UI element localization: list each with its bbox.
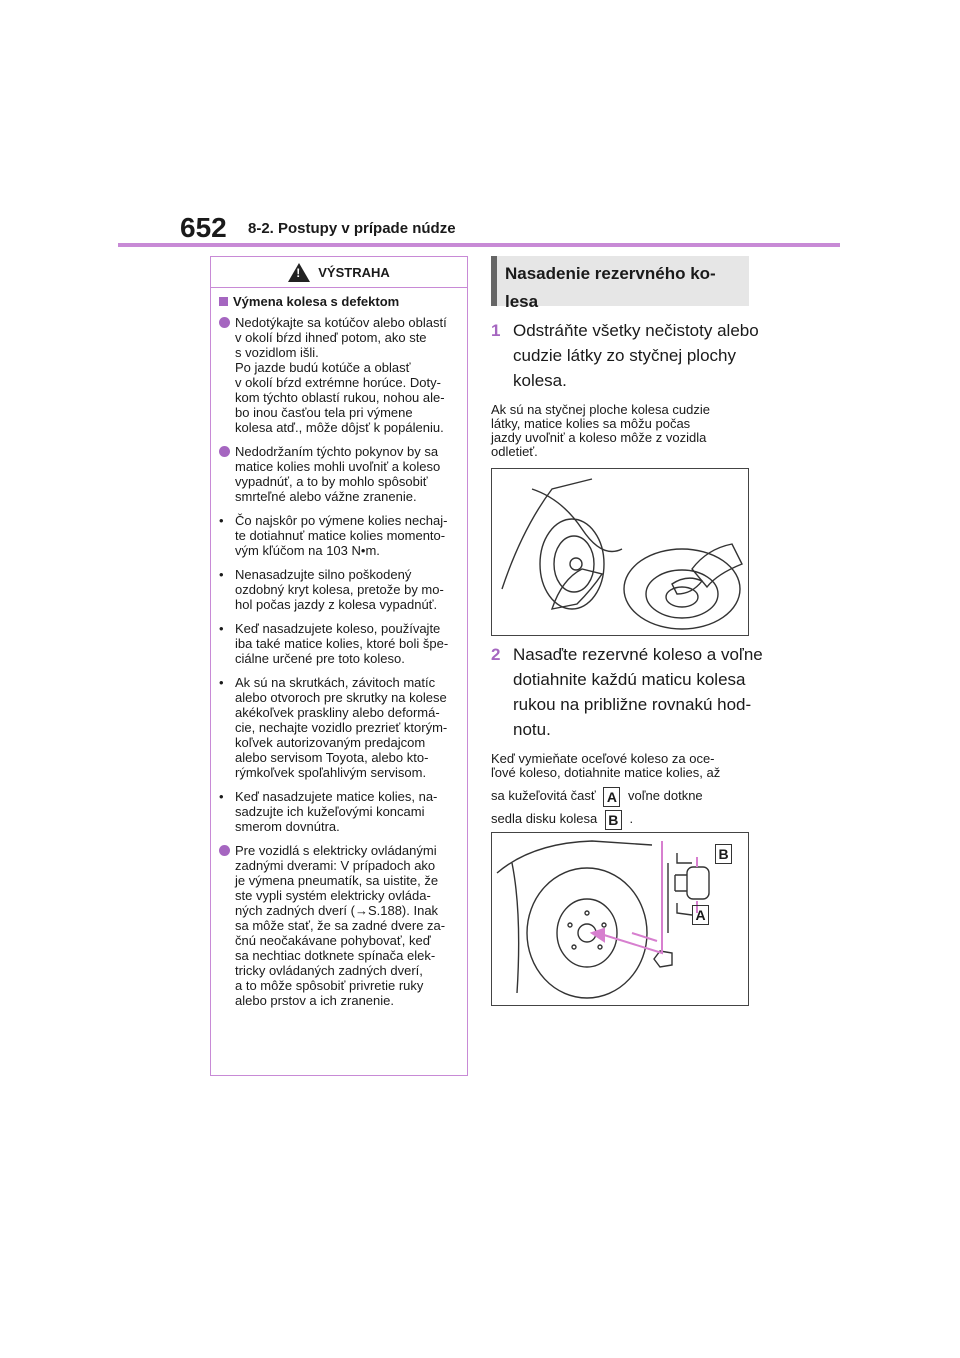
warning-line: tricky ovládaných zadných dverí,	[235, 963, 423, 978]
note-line: látky, matice kolies sa môžu počas	[491, 416, 691, 431]
warning-line: ozdobný kryt kolesa, pretože by mo-	[235, 582, 444, 597]
warning-item-text	[235, 789, 460, 834]
item-marker	[219, 315, 235, 435]
warning-line: ciálne určené pre toto koleso.	[235, 651, 405, 666]
warning-line: smrteľné alebo vážne zranenie.	[235, 489, 417, 504]
warning-line: s vozidlom išli.	[235, 345, 319, 360]
warning-line: v okolí bŕzd ihneď potom, ako ste	[235, 330, 427, 345]
note-line: jazdy uvoľniť a koleso môže z vozidla	[491, 430, 707, 445]
warning-header	[211, 257, 467, 288]
warning-triangle-icon	[288, 263, 310, 282]
step-1	[491, 318, 759, 393]
warning-line: kom týchto oblastí rukou, nohou ale-	[235, 390, 445, 405]
warning-line: te dotiahnuť matice kolies momento-	[235, 528, 446, 543]
warning-item	[219, 675, 460, 780]
item-marker	[219, 789, 235, 834]
bullet-icon: •	[219, 567, 224, 582]
step-number: 2	[491, 645, 501, 664]
step-line: notu.	[513, 720, 551, 739]
warning-item-text	[235, 513, 460, 558]
note-line: Keď vymieňate oceľové koleso za oce-	[491, 751, 715, 766]
warning-line: Nedodržaním týchto pokynov by sa	[235, 444, 439, 459]
warning-line: Ak sú na skrutkách, závitoch matíc	[235, 675, 436, 690]
warning-line: zadnými dverami: V prípadoch ako	[235, 858, 436, 873]
circle-bullet-icon	[219, 845, 230, 856]
note-line	[491, 807, 749, 830]
note-text: sedla disku kolesa	[491, 811, 598, 826]
warning-line: kolesa atď., môže dôjsť k popáleniu.	[235, 420, 444, 435]
warning-item	[219, 315, 460, 435]
warning-line: matice kolies mohli uvoľniť a koleso	[235, 459, 441, 474]
warning-line: je výmena pneumatík, sa uistite, že	[235, 873, 439, 888]
figure-cleaning-wheel-surface	[491, 468, 749, 636]
right-column	[491, 256, 759, 459]
bullet-icon: •	[219, 621, 224, 636]
circle-bullet-icon	[219, 446, 230, 457]
warning-line: alebo servisom Toyota, alebo kto-	[235, 750, 429, 765]
circle-bullet-icon	[219, 317, 230, 328]
note-line: odletieť.	[491, 444, 538, 459]
bullet-icon: •	[219, 675, 224, 690]
step-line: Odstráňte všetky nečistoty alebo	[513, 321, 759, 340]
warning-line: vým kľúčom na 103 N•m.	[235, 543, 380, 558]
item-marker	[219, 567, 235, 612]
warning-line: Nedotýkajte sa kotúčov alebo oblastí	[235, 315, 447, 330]
warning-line: alebo otvoroch pre skrutky na kolese	[235, 690, 447, 705]
section-heading-line: Nasadenie rezervného ko-	[505, 264, 716, 283]
warning-line: Po jazde budú kotúče a oblasť	[235, 360, 411, 375]
figure-mounting-spare-wheel	[491, 832, 749, 1006]
section-heading	[491, 256, 749, 311]
warning-line: iba také matice kolies, ktoré boli špe-	[235, 636, 449, 651]
warning-item	[219, 621, 460, 666]
warning-line: koľvek autorizovaným predajcom	[235, 735, 426, 750]
warning-line: bo inou časťou tela pri výmene	[235, 405, 413, 420]
warning-item	[219, 513, 460, 558]
item-marker	[219, 621, 235, 666]
warning-item	[219, 843, 460, 1008]
step-line: cudzie látky zo styčnej plochy	[513, 346, 736, 365]
step-text	[513, 642, 763, 742]
warning-item	[219, 444, 460, 504]
label-b-box: B	[605, 810, 622, 830]
note-line: ľové koleso, dotiahnite matice kolies, až	[491, 765, 721, 780]
warning-item	[219, 789, 460, 834]
warning-subheading-text: Výmena kolesa s defektom	[233, 294, 400, 309]
warning-line: rýmkoľvek spoľahlivým servisom.	[235, 765, 427, 780]
warning-box	[210, 256, 468, 1076]
warning-line: Nenasadzujte silno poškodený	[235, 567, 412, 582]
warning-line: vypadnúť, a to by mohlo spôsobiť	[235, 474, 428, 489]
warning-item	[219, 567, 460, 612]
warning-line: alebo prstov a ich zranenie.	[235, 993, 394, 1008]
item-marker	[219, 444, 235, 504]
warning-item-text	[235, 675, 460, 780]
warning-line: Keď nasadzujete koleso, používajte	[235, 621, 441, 636]
section-heading-line: lesa	[505, 292, 539, 311]
warning-line: sadzujte ich kužeľovými koncami	[235, 804, 425, 819]
warning-body	[211, 288, 467, 1008]
note-1	[491, 403, 749, 459]
warning-line: Pre vozidlá s elektricky ovládanými	[235, 843, 437, 858]
page-number: 652	[180, 212, 227, 243]
step-line: rukou na približne rovnakú hod-	[513, 695, 752, 714]
warning-line: sa nechtiac dotknete spínača elek-	[235, 948, 436, 963]
header-divider	[118, 243, 840, 247]
warning-line: v okolí bŕzd extrémne horúce. Doty-	[235, 375, 441, 390]
note-line	[491, 784, 749, 807]
item-marker	[219, 843, 235, 1008]
warning-item-text	[235, 444, 460, 504]
step-2	[491, 642, 763, 742]
item-marker	[219, 513, 235, 558]
note-2-labels	[491, 784, 749, 830]
note-text: .	[629, 811, 634, 826]
warning-title: VÝSTRAHA	[318, 264, 390, 280]
warning-item-text	[235, 567, 460, 612]
bullet-icon: •	[219, 513, 224, 528]
warning-line: sa môže stať, že sa zadné dvere za-	[235, 918, 446, 933]
warning-item-text	[235, 621, 460, 666]
item-marker	[219, 675, 235, 780]
step-line: kolesa.	[513, 371, 567, 390]
warning-line: cie, nechajte vozidlo prezrieť ktorým-	[235, 720, 448, 735]
label-a-box: A	[603, 787, 620, 807]
figure-label-a: A	[692, 905, 709, 925]
warning-line: ných zadných dverí (→S.188). Inak	[235, 903, 439, 918]
mounting-illustration	[492, 833, 748, 1005]
warning-line: a to môže spôsobiť privretie ruky	[235, 978, 424, 993]
bullet-icon: •	[219, 789, 224, 804]
note-line: Ak sú na styčnej ploche kolesa cudzie	[491, 402, 710, 417]
warning-line: čnú neočakávane pohybovať, keď	[235, 933, 431, 948]
note-2	[491, 752, 749, 780]
warning-line: smerom dovnútra.	[235, 819, 340, 834]
warning-subheading	[219, 294, 460, 309]
square-bullet-icon	[219, 297, 228, 306]
step-line: dotiahnite každú maticu kolesa	[513, 670, 746, 689]
warning-item-text	[235, 843, 460, 1008]
warning-line: Keď nasadzujete matice kolies, na-	[235, 789, 438, 804]
warning-items	[219, 315, 460, 1008]
section-title: 8-2. Postupy v prípade núdze	[248, 220, 456, 237]
cleaning-illustration	[492, 469, 748, 635]
note-text: voľne dotkne	[628, 788, 703, 803]
warning-line: hol počas jazdy z kolesa vypadnúť.	[235, 597, 438, 612]
figure-label-b: B	[715, 844, 732, 864]
warning-line: akékoľvek praskliny alebo deformá-	[235, 705, 440, 720]
warning-line: ste vypli systém elektricky ovláda-	[235, 888, 431, 903]
step-number: 1	[491, 321, 501, 340]
step-2-block	[491, 642, 763, 830]
step-line: Nasaďte rezervné koleso a voľne	[513, 645, 763, 664]
step-text	[513, 318, 759, 393]
warning-line: Čo najskôr po výmene kolies nechaj-	[235, 513, 448, 528]
note-text: sa kužeľovitá časť	[491, 788, 596, 803]
warning-item-text	[235, 315, 460, 435]
